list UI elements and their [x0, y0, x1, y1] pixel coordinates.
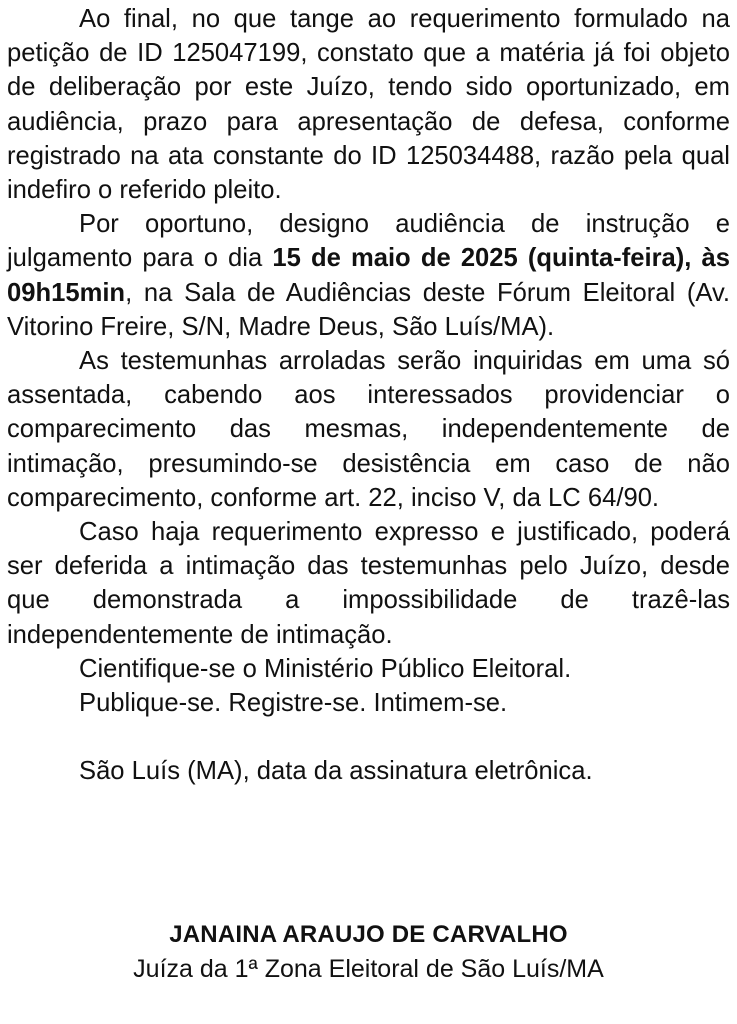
paragraph-publish-register: Publique-se. Registre-se. Intimem-se. — [79, 689, 508, 718]
signer-name: JANAINA ARAUJO DE CARVALHO — [169, 921, 568, 948]
paragraph-spacer — [7, 720, 730, 754]
signer-role: Juíza da 1ª Zona Eleitoral de São Luís/MA — [133, 955, 604, 983]
paragraph-notify-prosecutor: Cientifique-se o Ministério Público Eleitoral. — [79, 654, 572, 683]
signature-block — [0, 918, 737, 986]
paragraph-witnesses: As testemunhas arroladas serão inquiridas em uma só assentada, cabendo aos interessados providenciar o comparecimento das mesmas, independentemente de intimação, presumindo-se desistência em caso de não comparecimento, conforme art. 22, inciso V, da LC 64/90. — [7, 347, 730, 512]
hearing-date-time: 15 de maio de 2025 (quinta-feira), às 09h15min — [7, 244, 730, 307]
paragraph-petition-ruling: Ao final, no que tange ao requerimento formulado na petição de ID 125047199, constato que a matéria já foi objeto de deliberação por este Juízo, tendo sido oportunizado, em audiência, prazo para apresentação de defesa, conforme registrado na ata constante do ID 125034488, razão pela qual indefiro o referido pleito. — [7, 5, 730, 205]
hearing-text-after: , na Sala de Audiências deste Fórum Eleitoral (Av. Vitorino Freire, S/N, Madre Deus, São Luís/MA). — [7, 278, 730, 341]
hearing-text-before: Por oportuno, designo audiência de instrução e julgamento para o dia — [7, 210, 730, 273]
paragraph-hearing-schedule — [7, 207, 730, 344]
document-body — [7, 2, 730, 788]
paragraph-witness-summons: Caso haja requerimento expresso e justificado, poderá ser deferida a intimação das testemunhas pelo Juízo, desde que demonstrada a impossibilidade de trazê-las independentemente de intimação. — [7, 518, 730, 649]
paragraph-place-date: São Luís (MA), data da assinatura eletrônica. — [79, 757, 593, 786]
